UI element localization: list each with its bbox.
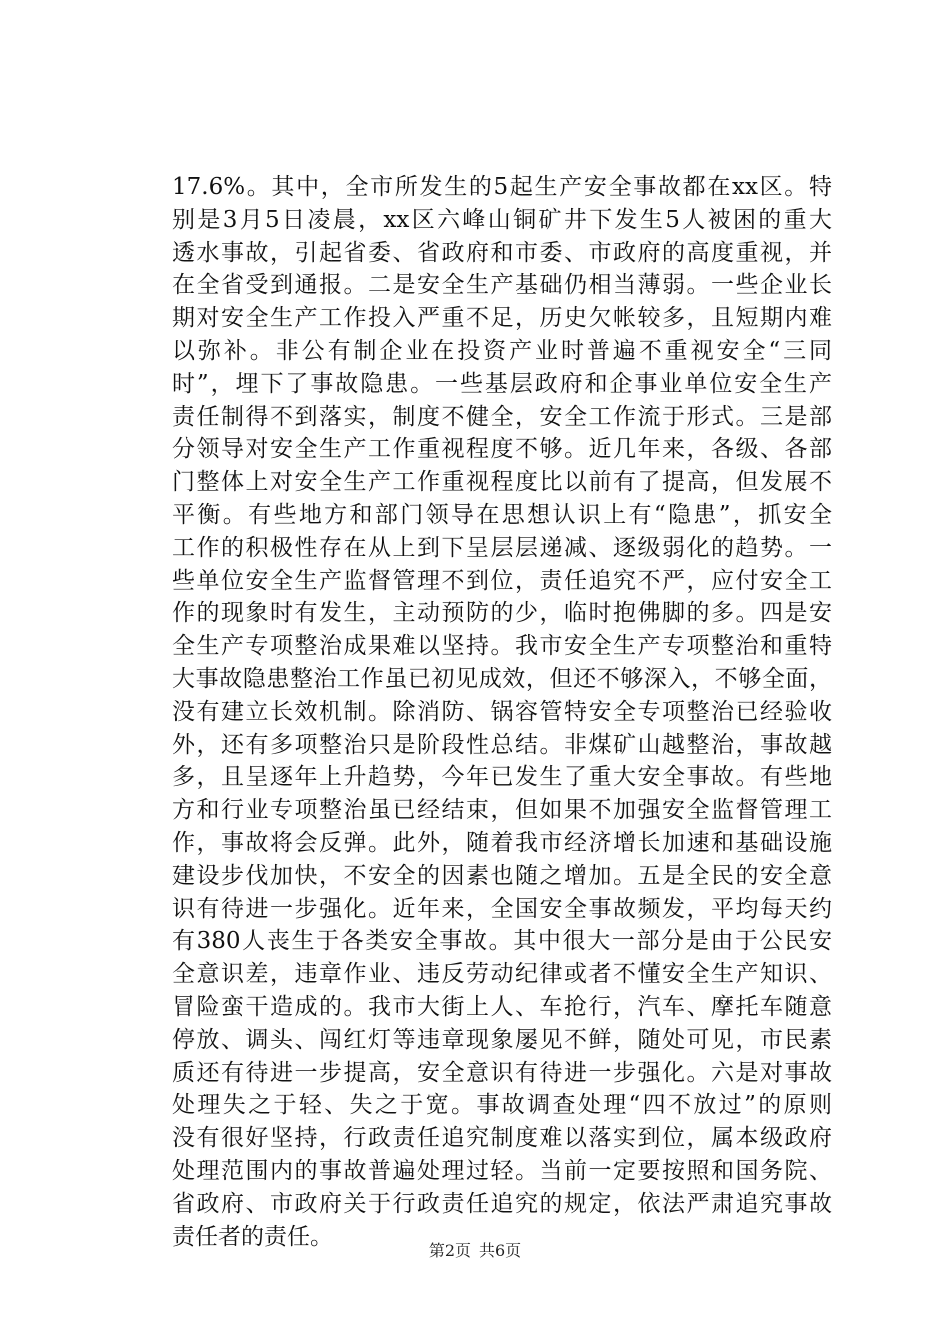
text-line-5: 期对安全生产工作投入严重不足，历史欠帐较多，且短期内难 xyxy=(172,305,832,332)
text-line-4: 在全省受到通报。二是安全生产基础仍相当薄弱。一些企业长 xyxy=(172,272,832,299)
text-line-7: 时”，埋下了事故隐患。一些基层政府和企事业单位安全生产 xyxy=(172,370,832,397)
text-line-17: 没有建立长效机制。除消防、锅容管特安全专项整治已经验收 xyxy=(172,698,832,725)
text-line-23: 识有待进一步强化。近年来，全国安全事故频发，平均每天约 xyxy=(172,895,832,922)
text-line-15: 全生产专项整治成果难以坚持。我市安全生产专项整治和重特 xyxy=(172,633,832,660)
text-line-20: 方和行业专项整治虽已经结束，但如果不加强安全监督管理工 xyxy=(172,797,832,824)
text-line-3: 透水事故，引起省委、省政府和市委、市政府的高度重视，并 xyxy=(172,239,832,266)
text-line-29: 处理失之于轻、失之于宽。事故调查处理“四不放过”的原则 xyxy=(172,1092,832,1119)
page-number: 第2页 xyxy=(428,1241,471,1260)
page-footer xyxy=(0,1241,950,1261)
text-line-27: 停放、调头、闯红灯等违章现象屡见不鲜，随处可见，市民素 xyxy=(172,1026,832,1053)
body-paragraph xyxy=(172,171,832,1253)
text-line-12: 工作的积极性存在从上到下呈层层递减、逐级弱化的趋势。一 xyxy=(172,534,832,561)
text-line-14: 作的现象时有发生，主动预防的少，临时抱佛脚的多。四是安 xyxy=(172,600,832,627)
text-line-19: 多，且呈逐年上升趋势，今年已发生了重大安全事故。有些地 xyxy=(172,764,832,791)
text-line-2: 别是3月5日凌晨，xx区六峰山铜矿井下发生5人被困的重大 xyxy=(172,206,832,233)
text-line-13: 些单位安全生产监督管理不到位，责任追究不严，应付安全工 xyxy=(172,567,832,594)
text-line-18: 外，还有多项整治只是阶段性总结。非煤矿山越整治，事故越 xyxy=(172,731,832,758)
text-line-1: 17.6%。其中，全市所发生的5起生产安全事故都在xx区。特 xyxy=(172,174,832,200)
text-line-24: 有380人丧生于各类安全事故。其中很大一部分是由于公民安 xyxy=(172,928,832,955)
text-line-16: 大事故隐患整治工作虽已初见成效，但还不够深入，不够全面， xyxy=(172,665,832,692)
text-line-11: 平衡。有些地方和部门领导在思想认识上有“隐患”，抓安全 xyxy=(172,501,832,528)
text-line-21: 作，事故将会反弹。此外，随着我市经济增长加速和基础设施 xyxy=(172,829,832,856)
text-line-25: 全意识差，违章作业、违反劳动纪律或者不懂安全生产知识、 xyxy=(172,961,832,988)
text-line-10: 门整体上对安全生产工作重视程度比以前有了提高，但发展不 xyxy=(172,469,832,496)
text-line-6: 以弥补。非公有制企业在投资产业时普遍不重视安全“三同 xyxy=(172,337,832,364)
text-line-31: 处理范围内的事故普遍处理过轻。当前一定要按照和国务院、 xyxy=(172,1157,832,1184)
text-line-8: 责任制得不到落实，制度不健全，安全工作流于形式。三是部 xyxy=(172,403,832,430)
text-line-33: 责任者的责任。 xyxy=(172,1223,333,1250)
text-line-26: 冒险蛮干造成的。我市大街上人、车抢行，汽车、摩托车随意 xyxy=(172,993,832,1020)
text-line-28: 质还有待进一步提高，安全意识有待进一步强化。六是对事故 xyxy=(172,1059,832,1086)
text-line-30: 没有很好坚持，行政责任追究制度难以落实到位，属本级政府 xyxy=(172,1125,832,1152)
text-line-9: 分领导对安全生产工作重视程度不够。近几年来，各级、各部 xyxy=(172,436,832,463)
page-total: 共6页 xyxy=(479,1241,522,1260)
text-line-32: 省政府、市政府关于行政责任追究的规定，依法严肃追究事故 xyxy=(172,1190,832,1217)
text-line-22: 建设步伐加快，不安全的因素也随之增加。五是全民的安全意 xyxy=(172,862,832,889)
